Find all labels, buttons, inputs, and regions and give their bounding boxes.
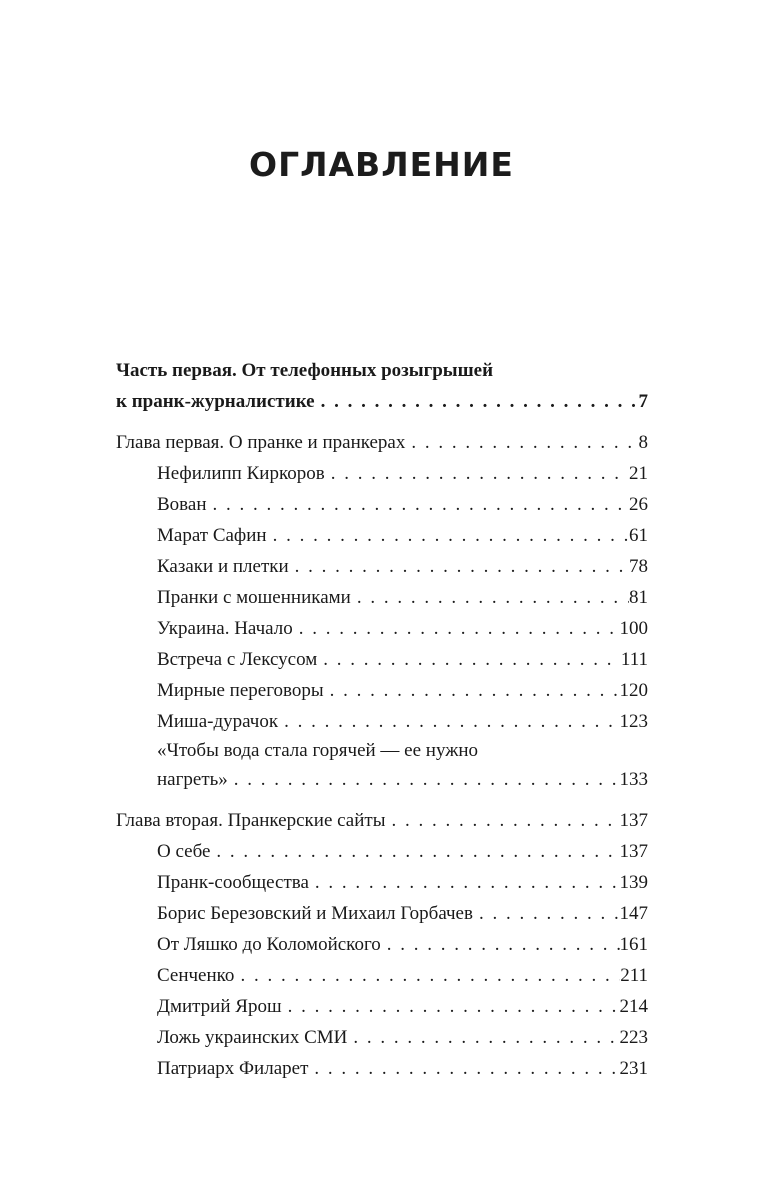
dot-leader (347, 1022, 619, 1053)
table-of-contents (116, 355, 648, 1084)
dot-leader (210, 836, 619, 867)
entry-title: О себе (157, 841, 211, 862)
toc-entry[interactable] (116, 764, 648, 795)
toc-entry[interactable] (116, 582, 648, 613)
entry-title: Патриарх Филарет (157, 1058, 309, 1079)
dot-leader (278, 706, 619, 737)
toc-entry[interactable] (116, 898, 648, 929)
part-title-continued: к пранк-журналистике (116, 391, 315, 412)
toc-entry[interactable] (116, 458, 648, 489)
dot-leader (234, 960, 620, 991)
toc-entry[interactable] (116, 551, 648, 582)
entry-title: От Ляшко до Коломойского (157, 934, 381, 955)
page-number: 214 (619, 996, 648, 1017)
page-number: 211 (620, 965, 648, 986)
entry-title: Дмитрий Ярош (157, 996, 282, 1017)
toc-entry[interactable] (116, 929, 648, 960)
page-number: 147 (619, 903, 648, 924)
toc-entry[interactable] (116, 613, 648, 644)
toc-entry[interactable] (116, 867, 648, 898)
entry-title: Ложь украинских СМИ (157, 1027, 348, 1048)
dot-leader (325, 458, 629, 489)
entry-title: Вован (157, 494, 207, 515)
dot-leader (289, 551, 629, 582)
entry-title-line1: «Чтобы вода стала горячей — ее нужно (157, 740, 479, 761)
toc-entry-part[interactable] (116, 386, 648, 417)
toc-entry[interactable] (116, 836, 648, 867)
dot-leader (385, 805, 619, 836)
dot-leader (315, 386, 639, 417)
toc-entry[interactable] (116, 1022, 648, 1053)
entry-title: Пранк-сообщества (157, 872, 309, 893)
dot-leader (207, 489, 630, 520)
part-title: Часть первая. От телефонных розыгрышей (116, 360, 494, 381)
page-number: 100 (619, 618, 648, 639)
dot-leader (405, 427, 638, 458)
page-number: 123 (619, 711, 648, 732)
page-number: 26 (629, 494, 648, 515)
dot-leader (351, 582, 629, 613)
entry-title: Миша-дурачок (157, 711, 279, 732)
toc-entry[interactable] (116, 991, 648, 1022)
toc-entry[interactable] (116, 960, 648, 991)
page-number: 8 (638, 432, 648, 453)
toc-entry-chapter[interactable] (116, 427, 648, 458)
dot-leader (473, 898, 620, 929)
toc-entry[interactable] (116, 706, 648, 737)
chapter-title: Глава вторая. Пранкерские сайты (116, 810, 386, 831)
entry-title: Украина. Начало (157, 618, 293, 639)
page-number: 61 (629, 525, 648, 546)
entry-title: Встреча с Лексусом (157, 649, 318, 670)
page-title: ОГЛАВЛЕНИЕ (249, 145, 514, 184)
dot-leader (309, 867, 620, 898)
page-number: 7 (638, 391, 648, 412)
dot-leader (308, 1053, 619, 1084)
page-number: 120 (619, 680, 648, 701)
entry-title: Сенченко (157, 965, 235, 986)
page-number: 223 (619, 1027, 648, 1048)
page-number: 161 (619, 934, 648, 955)
entry-title-line2: нагреть» (157, 769, 228, 790)
entry-title: Пранки с мошенниками (157, 587, 351, 608)
dot-leader (324, 675, 620, 706)
chapter-title: Глава первая. О пранке и пранкерах (116, 432, 406, 453)
dot-leader (267, 520, 629, 551)
entry-title: Мирные переговоры (157, 680, 324, 701)
entry-title: Нефилипп Киркоров (157, 463, 325, 484)
page-number: 78 (629, 556, 648, 577)
toc-entry-chapter[interactable] (116, 805, 648, 836)
toc-entry[interactable] (116, 489, 648, 520)
page-number: 133 (619, 769, 648, 790)
page-number: 111 (620, 649, 648, 670)
page-number: 231 (619, 1058, 648, 1079)
page-number: 137 (619, 841, 648, 862)
dot-leader (381, 929, 620, 960)
page-number: 137 (619, 810, 648, 831)
page-number: 21 (629, 463, 648, 484)
page-number: 139 (619, 872, 648, 893)
entry-title: Марат Сафин (157, 525, 267, 546)
dot-leader (317, 644, 621, 675)
dot-leader (228, 764, 620, 795)
page-number: 81 (629, 587, 648, 608)
toc-entry[interactable] (116, 675, 648, 706)
entry-title: Казаки и плетки (157, 556, 289, 577)
toc-entry[interactable] (116, 520, 648, 551)
toc-entry[interactable] (116, 644, 648, 675)
dot-leader (282, 991, 620, 1022)
dot-leader (293, 613, 620, 644)
toc-entry[interactable] (116, 1053, 648, 1084)
entry-title: Борис Березовский и Михаил Горбачев (157, 903, 473, 924)
